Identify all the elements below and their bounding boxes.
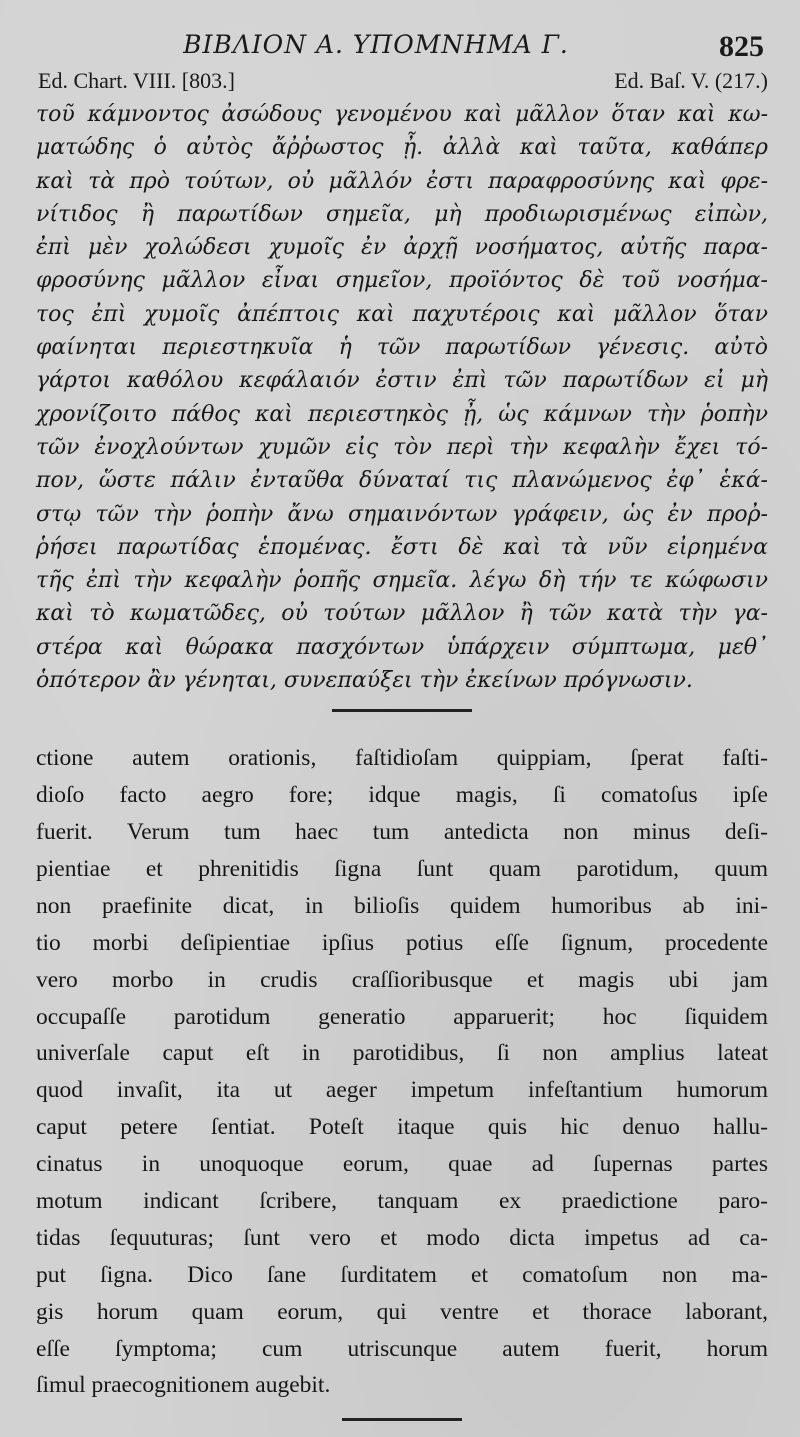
edition-chartier: Ed. Chart. VIII. [803.] (38, 68, 235, 93)
greek-line: ὁπότερον ἂν γένηται, συνεπαύξει τὴν ἐκείνων πρόγνωσιν. (36, 668, 693, 694)
greek-line: ματώδης ὁ αὐτὸς ἄῤῥωστος ᾖ. ἀλλὰ καὶ ταῦτα, καθάπερ (36, 135, 768, 161)
edition-basel: Ed. Baſ. V. (217.) (614, 68, 768, 93)
running-head (36, 28, 768, 68)
greek-line: τοῦ κάμνοντος ἀσώδους γενομένου καὶ μᾶλλον ὅταν καὶ κω- (36, 102, 768, 127)
greek-line: καὶ τὰ πρὸ τούτων, οὐ μᾶλλόν ἐστι παραφροσύνης καὶ φρε- (36, 168, 768, 194)
section-divider (332, 709, 472, 712)
latin-line: dioſo facto aegro fore; idque magis, ſi comatoſus ipſe (36, 782, 768, 809)
latin-line: cinatus in unoquoque eorum, quae ad ſupernas partes (36, 1151, 768, 1178)
greek-line: στῳ τῶν τὴν ῥοπὴν ἄνω σημαινόντων γράφειν, ὡς ἐν προῤ- (36, 501, 768, 527)
latin-text-block (36, 740, 768, 1404)
edition-line (36, 68, 768, 98)
latin-line: non praefinite dicat, in bilioſis quidem humoribus ab ini- (36, 892, 768, 919)
running-title: ΒΙΒΛΙΟΝ Α. ΥΠΟΜΝΗΜΑ Γ. (183, 30, 569, 59)
latin-line: put ſigna. Dico ſane ſurditatem et comatoſum non ma- (36, 1261, 768, 1288)
page (36, 28, 768, 1421)
latin-line: quod invaſit, ita ut aeger impetum infeſtantium humorum (36, 1077, 768, 1104)
latin-line: fuerit. Verum tum haec tum antedicta non minus deſi- (36, 819, 768, 846)
greek-line: ῥήσει παρωτίδας ἑπομένας. ἔστι δὲ καὶ τὰ νῦν εἰρημένα (36, 534, 768, 560)
greek-line: τῆς ἐπὶ τὴν κεφαλὴν ῥοπῆς σημεῖα. λέγω δὴ τήν τε κώφωσιν (36, 568, 768, 594)
greek-line: χρονίζοιτο πάθος καὶ περιεστηκὸς ᾖ, ὡς κάμνων τὴν ῥοπὴν (36, 401, 768, 427)
latin-line: occupaſſe parotidum generatio apparuerit; hoc ſiquidem (36, 1003, 768, 1030)
latin-line: vero morbo in crudis craſſioribusque et magis ubi jam (36, 966, 768, 993)
greek-text-block (36, 98, 768, 697)
greek-line: νίτιδος ἢ παρωτίδων σημεῖα, μὴ προδιωρισμένως εἰπὼν, (36, 201, 768, 227)
end-rule (342, 1418, 462, 1421)
latin-line: caput petere ſentiat. Poteſt itaque quis hic denuo hallu- (36, 1114, 768, 1141)
latin-line: univerſale caput eſt in parotidibus, ſi non amplius lateat (36, 1040, 768, 1067)
page-number: 825 (719, 30, 764, 63)
latin-line: gis horum quam eorum, qui ventre et thorace laborant, (36, 1298, 768, 1325)
greek-line: καὶ τὸ κωματῶδες, οὐ τούτων μᾶλλον ἢ τῶν κατὰ τὴν γα- (36, 601, 768, 627)
latin-line: tio morbi deſipientiae ipſius potius eſſe ſignum, procedente (36, 929, 768, 956)
greek-line: φαίνηται περιεστηκυῖα ἡ τῶν παρωτίδων γένεσις. αὐτὸ (36, 335, 768, 361)
greek-line: τῶν ἐνοχλούντων χυμῶν εἰς τὸν περὶ τὴν κεφαλὴν ἔχει τό- (36, 434, 768, 460)
latin-line: ſimul praecognitionem augebit. (36, 1372, 331, 1399)
greek-line: πον, ὥστε πάλιν ἐνταῦθα δύναταί τις πλανώμενος ἐφ᾽ ἑκά- (36, 468, 768, 494)
greek-line: ἐπὶ μὲν χολώδεσι χυμοῖς ἐν ἀρχῇ νοσήματος, αὐτῆς παρα- (36, 235, 768, 261)
greek-line: γάρτοι καθόλου κεφάλαιόν ἐστιν ἐπὶ τῶν παρωτίδων εἰ μὴ (36, 368, 768, 394)
greek-line: φροσύνης μᾶλλον εἶναι σημεῖον, προϊόντος δὲ τοῦ νοσήμα- (36, 268, 768, 294)
greek-line: τος ἐπὶ χυμοῖς ἀπέπτοις καὶ παχυτέροις καὶ μᾶλλον ὅταν (36, 301, 768, 327)
latin-line: tidas ſequuturas; ſunt vero et modo dicta impetus ad ca- (36, 1224, 768, 1251)
latin-line: motum indicant ſcribere, tanquam ex praedictione paro- (36, 1188, 768, 1215)
greek-line: στέρα καὶ θώρακα πασχόντων ὑπάρχειν σύμπτωμα, μεθ᾽ (36, 634, 768, 660)
latin-line: ctione autem orationis, faſtidioſam quippiam, ſperat faſti- (36, 745, 768, 772)
latin-line: pientiae et phrenitidis ſigna ſunt quam parotidum, quum (36, 856, 768, 883)
latin-line: eſſe ſymptoma; cum utriscunque autem fuerit, horum (36, 1335, 768, 1362)
